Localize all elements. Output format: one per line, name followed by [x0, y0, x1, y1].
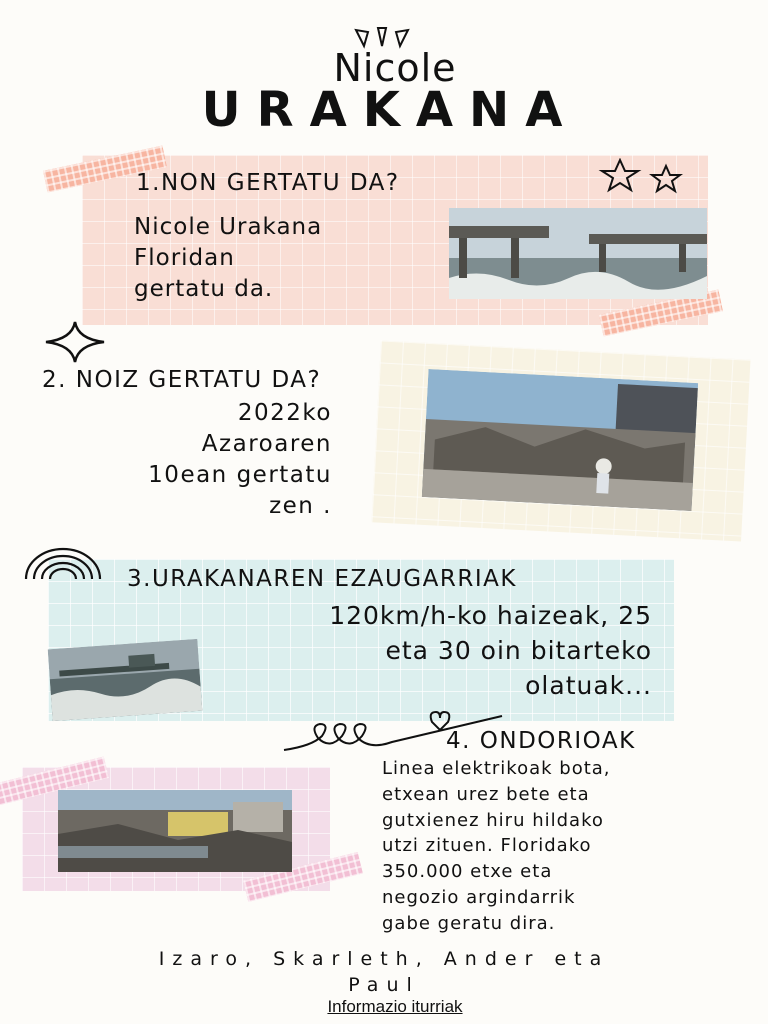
section3-line: olatuak... — [525, 671, 652, 700]
section3-line: eta 30 oin bitarteko — [385, 636, 652, 665]
section4-line: gabe geratu dira. — [382, 912, 556, 934]
section1-line: Nicole Urakana — [134, 214, 323, 240]
storm-pier-photo — [48, 639, 203, 721]
page-title: URAKANA — [201, 82, 579, 138]
section3-heading: 3.URAKANAREN EZAUGARRIAK — [127, 566, 517, 592]
section4-heading: 4. ONDORIOAK — [446, 728, 636, 754]
section4-text — [382, 756, 611, 937]
section2-line: 10ean gertatu — [148, 462, 332, 488]
destroyed-houses-photo — [58, 790, 292, 872]
star-outline-icon — [598, 158, 694, 196]
section2-line: Azaroaren — [201, 431, 332, 457]
section4-line: Linea elektrikoak bota, — [382, 758, 611, 779]
section2-text — [0, 398, 332, 522]
section1-line: Floridan — [134, 245, 235, 271]
header-subtitle: Nicole — [333, 46, 457, 90]
section4-line: negozio argindarrik — [382, 886, 576, 908]
section4-line: etxean urez bete eta — [382, 783, 590, 805]
section1-line: gertatu da. — [134, 276, 274, 302]
rainbow-arcs-icon — [20, 545, 106, 581]
section1-heading: 1.NON GERTATU DA? — [136, 170, 400, 196]
section4-line: utzi zituen. Floridako — [382, 835, 592, 857]
section2-heading: 2. NOIZ GERTATU DA? — [42, 367, 322, 393]
beach-debris-photo — [422, 369, 698, 511]
section3-line: 120km/h-ko haizeak, 25 — [329, 601, 652, 630]
sparkle-star-icon — [42, 320, 108, 364]
section1-text — [134, 212, 322, 305]
section4-line: gutxienez hiru hildako — [382, 809, 604, 831]
sources-link[interactable]: Informazio iturriak — [327, 997, 463, 1016]
section2-line: 2022ko — [237, 400, 332, 426]
section4-line: 350.000 etxe eta — [382, 861, 553, 883]
pier-photo — [449, 208, 707, 299]
authors-line-2: Paul — [348, 974, 420, 996]
authors-line-1: Izaro, Skarleth, Ander eta — [158, 948, 610, 970]
section2-line: zen . — [269, 493, 332, 519]
